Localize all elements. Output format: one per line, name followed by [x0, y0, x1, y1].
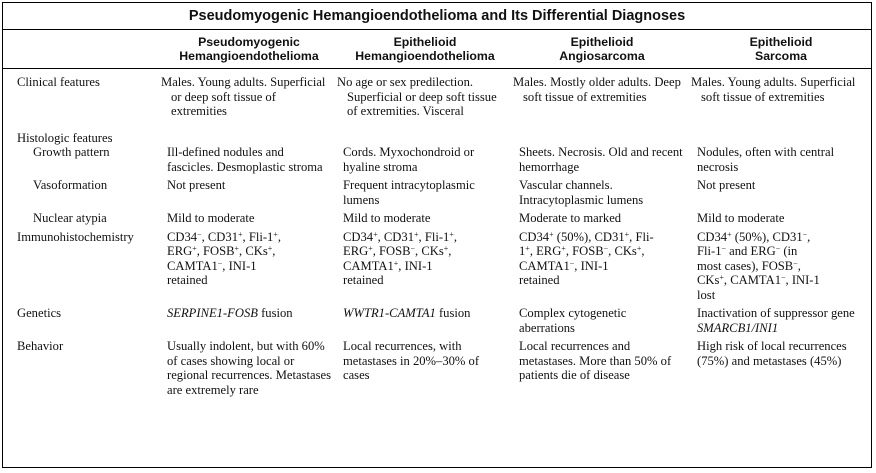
table-cell: Nodules, often with central necrosis — [697, 145, 835, 174]
differential-diagnosis-table — [2, 2, 872, 468]
table — [3, 30, 871, 401]
row-label: Vasoformation — [33, 178, 108, 192]
header-blank — [3, 30, 161, 69]
table-cell: Inactivation of suppressor gene SMARCB1/INI1 — [697, 306, 855, 335]
table-cell: Males. Mostly older adults. Deep soft tissue of extremities — [513, 75, 681, 104]
table-cell: WWTR1-CAMTA1 fusion — [343, 306, 471, 320]
table-cell: Moderate to marked — [519, 211, 622, 225]
table-cell: No age or sex predilection. Superficial or deep soft tissue of extremities. Visceral — [337, 75, 497, 118]
table-cell: Males. Young adults. Superficial soft tissue of extremities — [691, 75, 856, 104]
row-label: Histologic features — [17, 130, 113, 145]
header-pseudomyogenic: Pseudomyogenic Hemangioendothelioma — [161, 30, 337, 69]
table-cell: Local recurrences, with metastases in 20%–30% of cases — [343, 339, 480, 382]
header-row — [3, 30, 871, 69]
table-cell: Mild to moderate — [167, 211, 255, 225]
table-cell: Local recurrences and metastases. More than 50% of patients die of disease — [519, 339, 672, 382]
header-epithelioid-sarcoma: Epithelioid Sarcoma — [691, 30, 871, 69]
table-cell: CD34+, CD31+, Fli-1+, ERG+, FOSB−, CKs+, CAMTA1+, INI-1 retained — [343, 229, 457, 287]
row-label: Immunohistochemistry — [17, 229, 134, 244]
table-cell: Not present — [167, 178, 226, 192]
table-row — [3, 145, 871, 178]
table-row — [3, 339, 871, 401]
header-epithelioid-angiosarcoma: Epithelioid Angiosarcoma — [513, 30, 691, 69]
table-cell: High risk of local recurrences (75%) and metastases (45%) — [697, 339, 847, 368]
table-cell: CD34+ (50%), CD31−, Fli-1− and ERG− (in most cases), FOSB−, CKs+, CAMTA1−, INI-1 lost — [697, 229, 820, 302]
table-cell: CD34−, CD31+, Fli-1+, ERG+, FOSB+, CKs+, CAMTA1−, INI-1 retained — [167, 229, 281, 287]
table-cell: Complex cytogenetic aberrations — [519, 306, 627, 335]
table-cell: CD34+ (50%), CD31+, Fli- 1+, ERG+, FOSB−, CKs+, CAMTA1−, INI-1 retained — [519, 229, 654, 287]
table-cell: Mild to moderate — [697, 211, 785, 225]
table-cell: Ill-defined nodules and fascicles. Desmoplastic stroma — [167, 145, 323, 174]
table-row — [3, 178, 871, 211]
table-row — [3, 211, 871, 230]
header-epithelioid-he: Epithelioid Hemangioendothelioma — [337, 30, 513, 69]
row-label: Genetics — [17, 306, 62, 320]
table-cell: Not present — [697, 178, 756, 192]
table-cell: Males. Young adults. Superficial or deep soft tissue of extremities — [161, 75, 326, 118]
table-cell: Sheets. Necrosis. Old and recent hemorrhage — [519, 145, 683, 174]
table-row — [3, 306, 871, 339]
table-cell: Mild to moderate — [343, 211, 431, 225]
row-label: Growth pattern — [33, 145, 110, 159]
table-title: Pseudomyogenic Hemangioendothelioma and Its Differential Diagnoses — [3, 3, 871, 30]
row-label: Clinical features — [17, 75, 100, 89]
table-cell: Frequent intracytoplasmic lumens — [343, 178, 475, 207]
table-row — [3, 230, 871, 307]
table-cell: Vascular channels. Intracytoplasmic lumens — [519, 178, 644, 207]
row-label: Behavior — [17, 339, 64, 353]
table-cell: Usually indolent, but with 60% of cases showing local or regional recurrences. Metastases are extremely rare — [167, 339, 331, 397]
table-cell: Cords. Myxochondroid or hyaline stroma — [343, 145, 475, 174]
table-row — [3, 69, 871, 123]
table-row — [3, 123, 871, 146]
table-cell: SERPINE1-FOSB fusion — [167, 306, 293, 320]
row-label: Nuclear atypia — [33, 211, 107, 225]
